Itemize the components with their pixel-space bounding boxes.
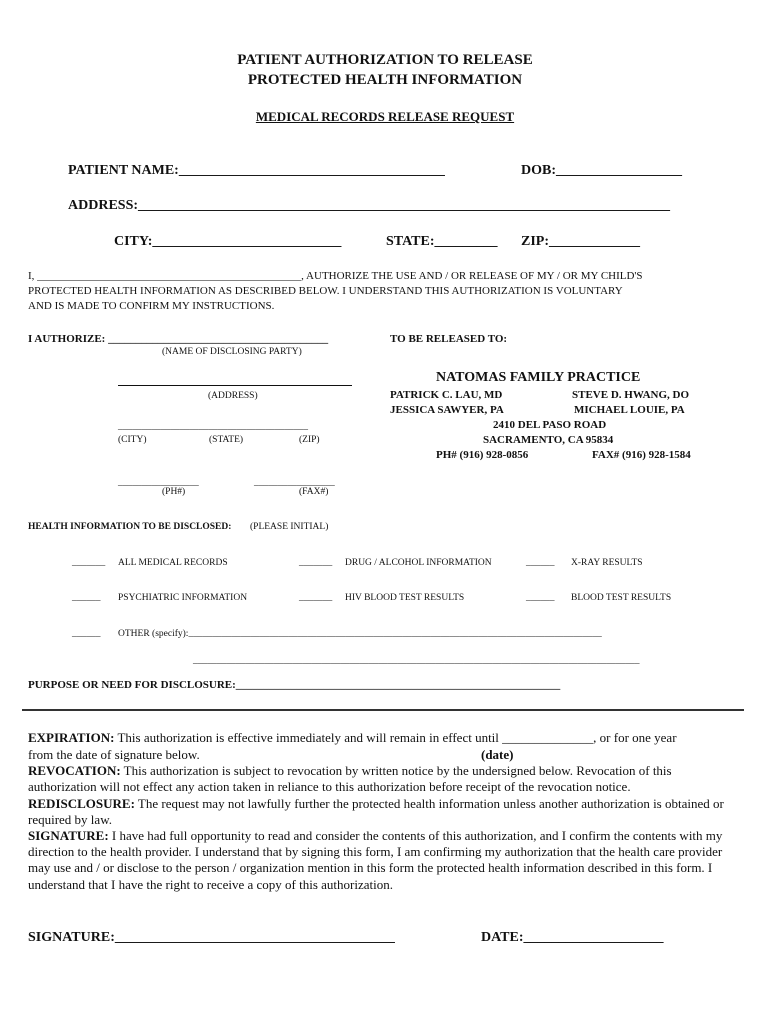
date-field[interactable]: DATE:____________________ [481, 930, 664, 945]
redisclosure-heading: REDISCLOSURE: [28, 796, 135, 811]
address-field[interactable]: ADDRESS:____________________________________________________________________________ [68, 198, 671, 213]
hiv-test-label: HIV BLOOD TEST RESULTS [345, 593, 465, 603]
doctor-lau: PATRICK C. LAU, MD [390, 389, 503, 401]
initial-psychiatric[interactable]: ______ [72, 593, 101, 603]
practice-fax: FAX# (916) 928-1584 [592, 449, 691, 461]
doctor-louie: MICHAEL LOUIE, PA [574, 404, 685, 416]
form-title-line2: PROTECTED HEALTH INFORMATION [247, 72, 523, 88]
phone-caption: (PH#) [162, 487, 186, 497]
redisclosure-paragraph [28, 796, 742, 828]
expiration-text[interactable]: This authorization is effective immediately and will remain in effect until ______________, or for one year [114, 730, 677, 745]
disclosing-phone-line[interactable]: _________________ [118, 478, 199, 488]
form-title-line1: PATIENT AUTHORIZATION TO RELEASE [237, 52, 533, 68]
city-field[interactable]: CITY:___________________________ [114, 234, 342, 249]
initial-other[interactable]: ______ [72, 629, 101, 639]
released-to-label: TO BE RELEASED TO: [390, 333, 508, 345]
practice-city: SACRAMENTO, CA 95834 [483, 434, 614, 446]
consent-line-3: AND IS MADE TO CONFIRM MY INSTRUCTIONS. [28, 300, 275, 312]
zip-field[interactable]: ZIP:_____________ [521, 234, 640, 249]
other-specify-field[interactable]: OTHER (specify):_______________________________________________________________________________________ [118, 629, 602, 639]
initial-drug-alcohol[interactable]: _______ [299, 558, 333, 568]
revocation-paragraph [28, 763, 742, 795]
signature-text: I have had full opportunity to read and consider the contents of this authorization, and I confirm the contents with my direction to the health provider. I understand that by signing this form, I am confirming my authorization that the health care provider may use and / or disclose to the person / organization mention in this form the protected health information described in this form. I understand that I have the right to receive a copy of this authorization. [28, 828, 723, 892]
drug-alcohol-label: DRUG / ALCOHOL INFORMATION [345, 558, 492, 568]
purpose-field[interactable]: PURPOSE OR NEED FOR DISCLOSURE:___________________________________________________________ [28, 679, 561, 691]
initial-hiv[interactable]: _______ [299, 593, 333, 603]
consent-line-1[interactable]: I, ________________________________________________, AUTHORIZE THE USE AND / OR RELEASE OF MY / OR MY CHILD'S [28, 270, 643, 282]
doctor-hwang: STEVE D. HWANG, DO [572, 389, 690, 401]
psychiatric-info-label: PSYCHIATRIC INFORMATION [118, 593, 248, 603]
revocation-heading: REVOCATION: [28, 763, 121, 778]
all-medical-records-label: ALL MEDICAL RECORDS [118, 558, 228, 568]
other-specify-continuation[interactable]: ______________________________________________________________________________________________ [193, 656, 640, 666]
dob-field[interactable]: DOB:__________________ [521, 163, 682, 178]
patient-name-field[interactable]: PATIENT NAME:______________________________________ [68, 163, 445, 178]
address-caption: (ADDRESS) [208, 391, 258, 401]
date-caption: (date) [481, 747, 514, 762]
consent-line-2: PROTECTED HEALTH INFORMATION AS DESCRIBED BELOW. I UNDERSTAND THIS AUTHORIZATION IS VOLUNTARY [28, 285, 623, 297]
fax-caption: (FAX#) [299, 487, 329, 497]
blood-test-label: BLOOD TEST RESULTS [571, 593, 672, 603]
redisclosure-text: The request may not lawfully further the protected health information unless another authorization is obtained or required by law. [28, 796, 724, 828]
signature-heading: SIGNATURE: [28, 828, 109, 843]
xray-results-label: X-RAY RESULTS [571, 558, 643, 568]
doctor-sawyer: JESSICA SAWYER, PA [390, 404, 504, 416]
section-divider [22, 709, 744, 711]
health-info-note: (PLEASE INITIAL) [250, 522, 329, 532]
disclosing-fax-line[interactable]: _________________ [254, 478, 335, 488]
health-info-label: HEALTH INFORMATION TO BE DISCLOSED: [28, 522, 232, 532]
disclosing-address-line[interactable] [118, 385, 352, 386]
practice-phone: PH# (916) 928-0856 [436, 449, 529, 461]
form-subtitle: MEDICAL RECORDS RELEASE REQUEST [255, 109, 515, 124]
disclosing-city-line[interactable]: ________________________________________ [118, 422, 308, 432]
expiration-paragraph [28, 730, 742, 746]
city-caption: (CITY) [118, 435, 147, 445]
initial-blood[interactable]: ______ [526, 593, 555, 603]
practice-street: 2410 DEL PASO ROAD [493, 419, 607, 431]
initial-xray[interactable]: ______ [526, 558, 555, 568]
expiration-line-2: from the date of signature below. [28, 747, 200, 762]
initial-all-medical[interactable]: _______ [72, 558, 106, 568]
disclosing-party-field[interactable]: I AUTHORIZE: ________________________________________ [28, 333, 329, 345]
signature-paragraph [28, 828, 742, 893]
practice-name: NATOMAS FAMILY PRACTICE [436, 370, 641, 385]
signature-field[interactable]: SIGNATURE:________________________________________ [28, 930, 395, 945]
revocation-text: This authorization is subject to revocation by written notice by the undersigned below. Revocation of this authorization will not effect any action taken in reliance to this authorization before receipt of the revocation notice. [28, 763, 672, 795]
disclosing-party-caption: (NAME OF DISCLOSING PARTY) [162, 347, 302, 357]
state-caption: (STATE) [209, 435, 244, 445]
zip-caption: (ZIP) [299, 435, 320, 445]
expiration-heading: EXPIRATION: [28, 730, 115, 745]
state-field[interactable]: STATE:_________ [386, 234, 498, 249]
